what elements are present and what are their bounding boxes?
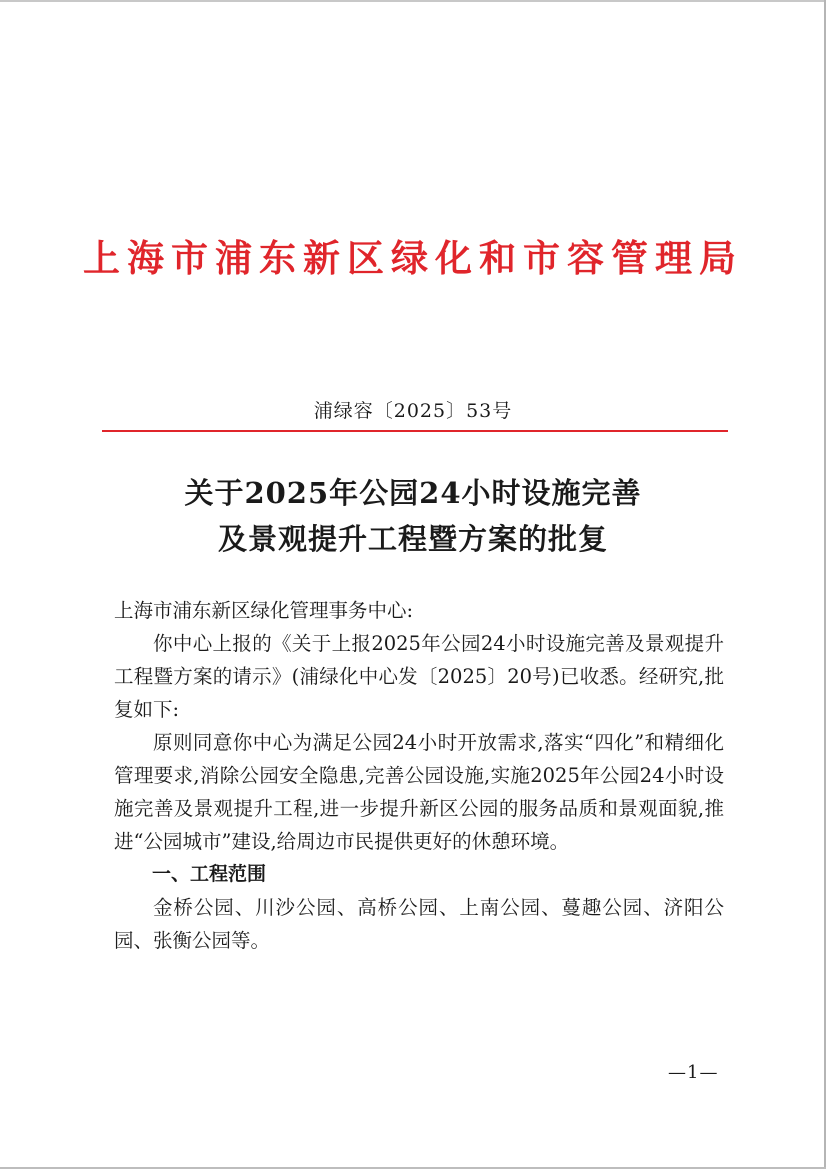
paragraph-scope: 金桥公园、川沙公园、高桥公园、上南公园、蔓趣公园、济阳公园、张衡公园等。 <box>114 896 724 952</box>
title-line-1: 关于2025年公园24小时设施完善 <box>184 476 642 510</box>
paragraph-approval: 原则同意你中心为满足公园24小时开放需求,落实“四化”和精细化管理要求,消除公园安全隐患,完善公园设施,实施2025年公园24小时设施完善及景观提升工程,进一步提升新区公园的服务品质和景观面貌,推进“公园城市”建设,给周边市民提供更好的休憩环境。 <box>114 731 724 853</box>
recipient-line: 上海市浦东新区绿化管理事务中心: <box>114 599 414 622</box>
red-separator-line <box>102 430 728 432</box>
document-number: 浦绿容〔2025〕53号 <box>313 400 513 422</box>
issuing-organization-header: 上海市浦东新区绿化和市容管理局 <box>83 236 743 280</box>
title-line-2: 及景观提升工程暨方案的批复 <box>217 522 608 556</box>
page-number: —1— <box>668 1062 719 1083</box>
paragraph-acknowledgement: 你中心上报的《关于上报2025年公园24小时设施完善及景观提升工程暨方案的请示》(浦绿化中心发〔2025〕20号)已收悉。经研究,批复如下: <box>114 632 724 721</box>
document-body <box>114 594 724 957</box>
section-heading-scope: 一、工程范围 <box>152 863 267 885</box>
page-edge-top <box>0 0 826 2</box>
document-title <box>0 470 826 562</box>
